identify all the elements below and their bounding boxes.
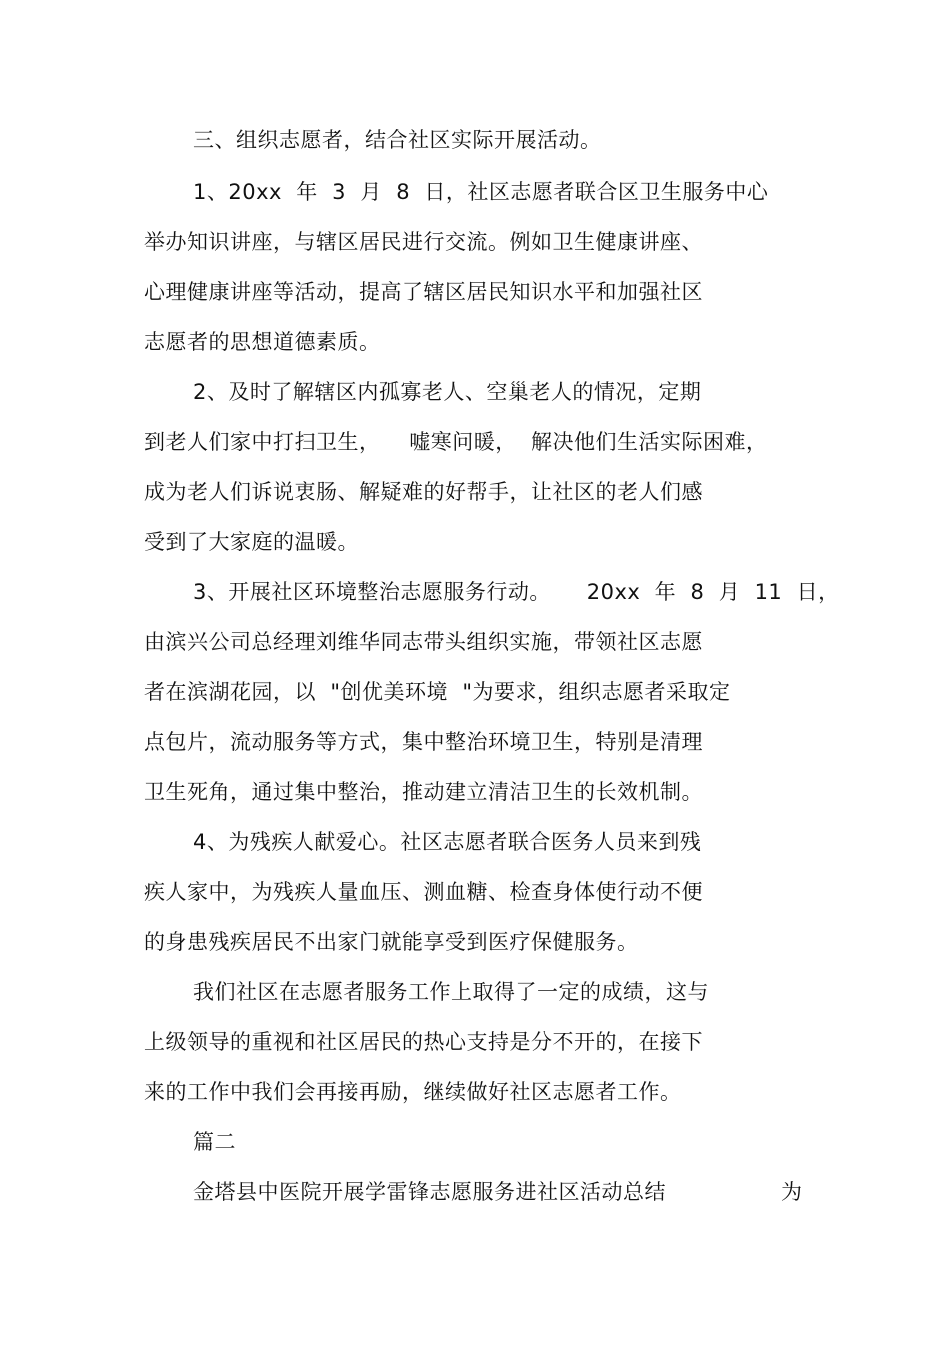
paragraph-line: 由滨兴公司总经理刘维华同志带头组织实施，带领社区志愿 (144, 630, 703, 654)
paragraph-line: 受到了大家庭的温暖。 (144, 530, 359, 554)
paragraph-line: 2、及时了解辖区内孤寡老人、空巢老人的情况，定期 (193, 380, 702, 404)
paragraph-line: 志愿者的思想道德素质。 (144, 330, 381, 354)
paragraph-line: 来的工作中我们会再接再励，继续做好社区志愿者工作。 (144, 1080, 682, 1104)
paragraph-line: 我们社区在志愿者服务工作上取得了一定的成绩，这与 (193, 980, 709, 1004)
paragraph-line: 疾人家中，为残疾人量血压、测血糖、检查身体使行动不便 (144, 880, 703, 904)
paragraph-line: 4、为残疾人献爱心。社区志愿者联合医务人员来到残 (193, 830, 702, 854)
paragraph-line: 卫生死角，通过集中整治，推动建立清洁卫生的长效机制。 (144, 780, 703, 804)
article-title-trailing-text: 为 (781, 1180, 803, 1204)
paragraph-line: 心理健康讲座等活动，提高了辖区居民知识水平和加强社区 (144, 280, 703, 304)
paragraph-line: 者在滨湖花园，以 "创优美环境 "为要求，组织志愿者采取定 (144, 680, 731, 704)
article-title-line: 金塔县中医院开展学雷锋志愿服务进社区活动总结 (193, 1180, 666, 1204)
paragraph-line: 1、20xx 年 3 月 8 日，社区志愿者联合区卫生服务中心 (193, 180, 769, 204)
paragraph-line: 成为老人们诉说衷肠、解疑难的好帮手，让社区的老人们感 (144, 480, 703, 504)
paragraph-line: 上级领导的重视和社区居民的热心支持是分不开的，在接下 (144, 1030, 703, 1054)
paragraph-line: 点包片，流动服务等方式，集中整治环境卫生，特别是清理 (144, 730, 703, 754)
paragraph-line: 3、开展社区环境整治志愿服务行动。 20xx 年 8 月 11 日， (193, 580, 840, 604)
paragraph-line: 到老人们家中打扫卫生， 嘘寒问暖， 解决他们生活实际困难， (144, 430, 768, 454)
paragraph-line: 举办知识讲座，与辖区居民进行交流。例如卫生健康讲座、 (144, 230, 703, 254)
section-title-part-two: 篇二 (193, 1130, 236, 1154)
paragraph-line: 的身患残疾居民不出家门就能享受到医疗保健服务。 (144, 930, 639, 954)
section-heading-three: 三、组织志愿者，结合社区实际开展活动。 (193, 128, 602, 152)
